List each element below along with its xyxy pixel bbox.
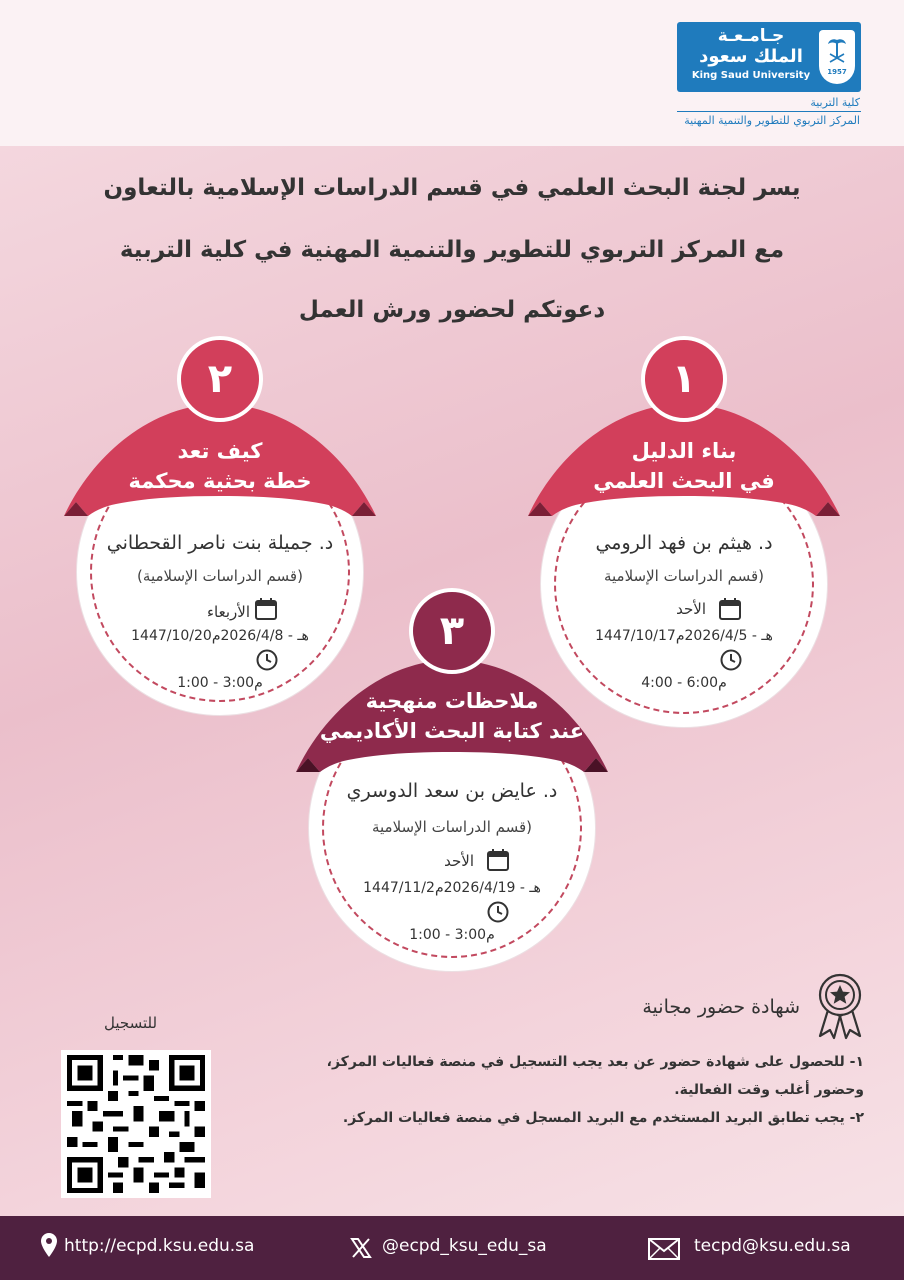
- clock-icon: [486, 900, 510, 924]
- workshop-time: 1:00 - 3:00م: [409, 927, 495, 943]
- workshop-day: الأحد: [676, 600, 706, 618]
- center-name: المركز التربوي للتطوير والتنمية المهنية: [684, 114, 860, 127]
- palm-emblem-icon: [819, 30, 855, 84]
- clock-icon: [719, 648, 743, 672]
- workshop-date: 1447/10/20هـ - 2026/4/8م: [131, 628, 309, 644]
- workshop-speaker: د. عايض بن سعد الدوسري: [346, 780, 558, 802]
- workshop-department: (قسم الدراسات الإسلامية): [137, 567, 303, 585]
- workshop-day: الأحد: [444, 852, 474, 870]
- certificate-note-1: ١- للحصول على شهادة حضور عن بعد يجب التسجيل في منصة فعاليات المركز،: [326, 1054, 864, 1070]
- certificate-note-1-cont: وحضور أغلب وقت الفعالية.: [674, 1082, 864, 1098]
- workshop-number-badge: ٣: [409, 588, 495, 674]
- workshop-speaker: د. هيثم بن فهد الرومي: [595, 532, 773, 554]
- invitation-line-1: يسر لجنة البحث العلمي في قسم الدراسات الإسلامية بالتعاون: [103, 175, 801, 201]
- workshop-department: (قسم الدراسات الإسلامية: [371, 818, 533, 836]
- workshop-title: [560, 436, 808, 496]
- calendar-icon: [718, 597, 742, 621]
- calendar-icon: [486, 848, 510, 872]
- certificate-title: شهادة حضور مجانية: [642, 996, 800, 1018]
- workshop-title: [96, 436, 344, 496]
- x-handle-link[interactable]: @ecpd_ksu_edu_sa: [382, 1236, 547, 1256]
- workshop-department: (قسم الدراسات الإسلامية: [603, 567, 765, 585]
- registration-qr-code[interactable]: [61, 1050, 211, 1198]
- invitation-line-3: دعوتكم لحضور ورش العمل: [298, 297, 606, 323]
- registration-label: للتسجيل: [104, 1014, 158, 1032]
- workshop-number-badge: ١: [641, 336, 727, 422]
- workshop-title-line-1: ملاحظات منهجية: [365, 689, 539, 713]
- logo-university-ar-2: الملك سعود: [699, 46, 803, 67]
- logo-university-ar-1: جـامـعـة: [717, 26, 785, 46]
- workshop-title-line-2: عند كتابة البحث الأكاديمي: [319, 719, 585, 743]
- workshop-title-line-2: خطة بحثية محكمة: [128, 469, 312, 493]
- calendar-icon: [254, 597, 278, 621]
- certificate-note-2: ٢- يجب تطابق البريد المستخدم مع البريد المسجل في منصة فعاليات المركز.: [342, 1110, 864, 1126]
- ksu-logo: [677, 22, 861, 92]
- workshop-time: 1:00 - 3:00م: [177, 675, 263, 691]
- x-logo-icon: [350, 1237, 372, 1259]
- envelope-icon: [648, 1238, 680, 1260]
- clock-icon: [255, 648, 279, 672]
- college-name: كلية التربية: [810, 96, 860, 109]
- email-link[interactable]: tecpd@ksu.edu.sa: [694, 1236, 851, 1256]
- workshop-title-line-1: كيف تعد: [177, 439, 263, 463]
- award-ribbon-icon: [816, 972, 864, 1040]
- footer: [0, 1216, 904, 1280]
- workshop-date: 1447/11/2هـ - 2026/4/19م: [363, 880, 541, 896]
- logo-divider: [677, 111, 861, 112]
- workshop-day: الأربعاء: [206, 603, 250, 621]
- workshop-title: [316, 686, 588, 746]
- workshop-title-line-1: بناء الدليل: [631, 439, 737, 463]
- workshop-number-badge: ٢: [177, 336, 263, 422]
- invitation-line-2: مع المركز التربوي للتطوير والتنمية المهنية في كلية التربية: [119, 237, 785, 263]
- workshop-speaker: د. جميلة بنت ناصر القحطاني: [106, 532, 334, 554]
- header: [0, 0, 904, 146]
- emblem-year: 1957: [827, 68, 847, 76]
- workshop-time: 4:00 - 6:00م: [641, 675, 727, 691]
- workshop-date: 1447/10/17هـ - 2026/4/5م: [595, 628, 773, 644]
- website-link[interactable]: http://ecpd.ksu.edu.sa: [64, 1236, 255, 1256]
- logo-university-en: King Saud University: [691, 70, 811, 81]
- location-pin-icon: [40, 1232, 58, 1258]
- workshop-title-line-2: في البحث العلمي: [593, 469, 775, 493]
